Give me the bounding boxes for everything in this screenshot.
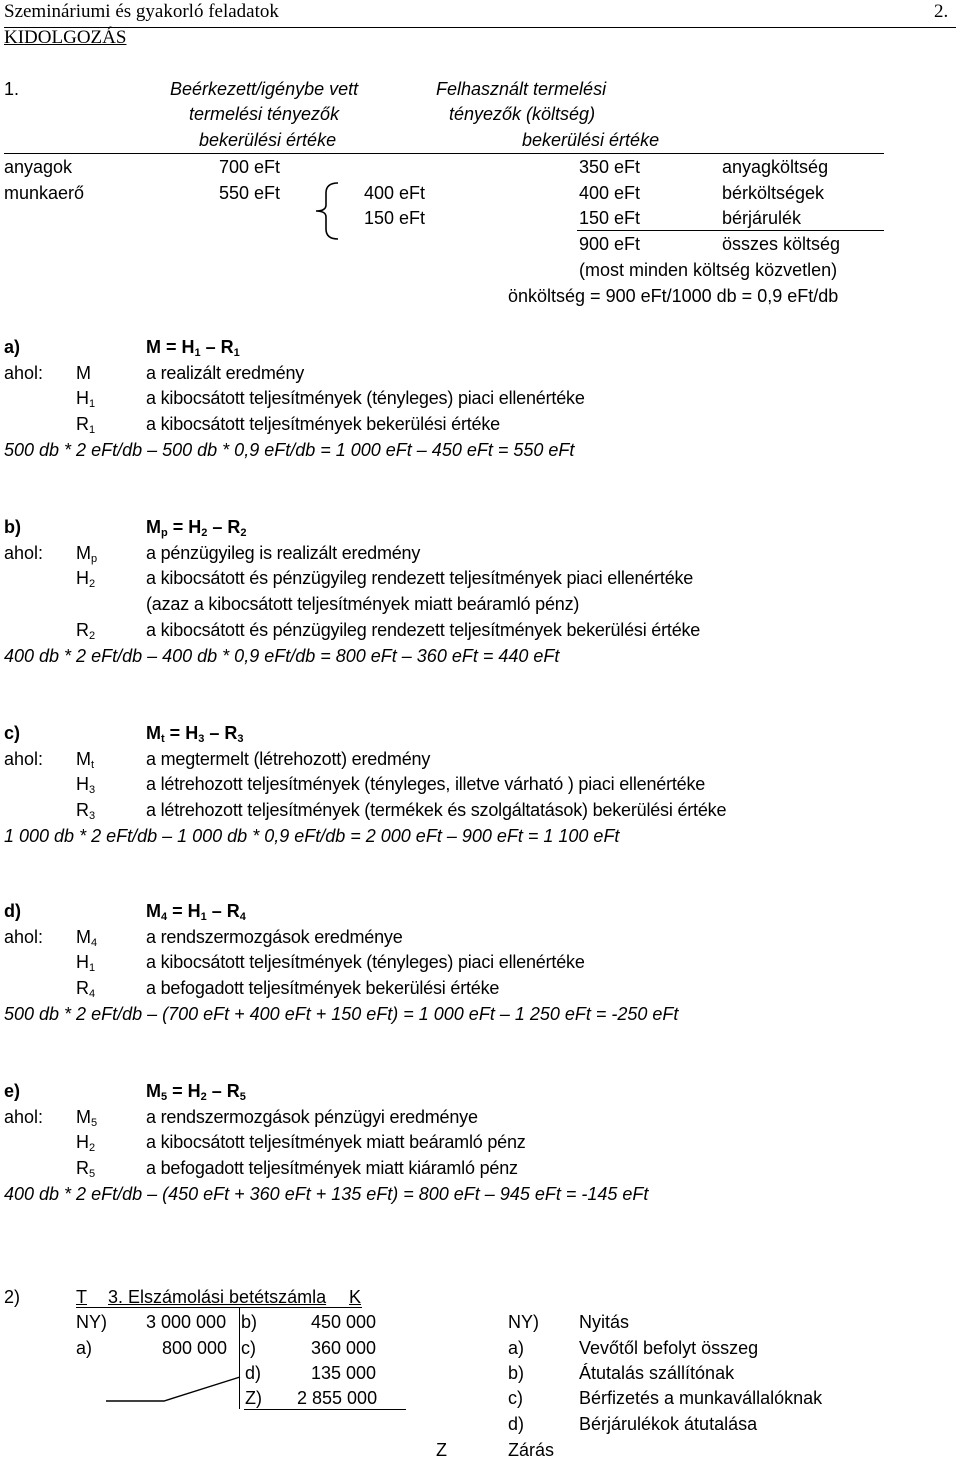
definition-symbol xyxy=(76,543,97,563)
definition-symbol xyxy=(76,568,96,591)
col-out-header-2: tényezők (költség) xyxy=(449,104,596,124)
formula-result: M xyxy=(146,723,161,743)
symbol-subscript: 5 xyxy=(91,1116,98,1129)
section-calculation: 500 db * 2 eFt/db – (700 eFt + 400 eFt + 150 eFt) = 1 000 eFt – 1 250 eFt = -250 eFt xyxy=(4,1003,679,1024)
formula-result-sub: p xyxy=(161,527,168,539)
header-subtitle: KIDOLGOZÁS xyxy=(4,27,127,48)
row-label: munkaerő xyxy=(4,183,85,203)
section-calculation: 400 db * 2 eFt/db – (450 eFt + 360 eFt + 135 eFt) = 800 eFt – 945 eFt = -145 eFt xyxy=(4,1183,649,1204)
credit-entry-label: c) xyxy=(241,1338,256,1358)
header-rule xyxy=(4,27,956,28)
formula-cost-sub: 5 xyxy=(239,1091,246,1103)
formula-result: M xyxy=(146,901,161,921)
symbol-letter: R xyxy=(76,800,89,821)
symbol-letter: H xyxy=(76,774,89,795)
header-title: Szemináriumi és gyakorló feladatok xyxy=(4,1,279,22)
definition-text: a kibocsátott teljesítmények (tényleges) piaci ellenértéke xyxy=(146,952,585,973)
formula-revenue-sub: 2 xyxy=(200,1091,207,1103)
legend-code: b) xyxy=(508,1363,525,1383)
formula-cost-sub: 2 xyxy=(240,527,247,539)
definition-text: a kibocsátott teljesítmények miatt beáramló pénz xyxy=(146,1132,526,1153)
legend-code: d) xyxy=(508,1414,525,1434)
definition-symbol xyxy=(76,927,97,947)
credit-entry-label: Z) xyxy=(245,1388,262,1408)
definition-symbol xyxy=(76,1107,97,1127)
header-page-number: 2. xyxy=(934,1,949,22)
section-calculation: 1 000 db * 2 eFt/db – 1 000 db * 0,9 eFt/db = 2 000 eFt – 900 eFt = 1 100 eFt xyxy=(4,825,620,846)
row-split-value: 150 eFt xyxy=(364,208,426,228)
formula-result: M xyxy=(146,337,161,357)
legend-code: c) xyxy=(508,1388,523,1408)
legend-code: NY) xyxy=(508,1312,539,1332)
symbol-subscript: 4 xyxy=(91,936,98,949)
formula-cost: R xyxy=(227,517,241,537)
table-header-rule xyxy=(4,153,884,154)
debit-entry-value: 800 000 xyxy=(162,1338,228,1358)
formula-cost: R xyxy=(226,1081,240,1101)
col-in-header-3: bekerülési értéke xyxy=(199,130,337,150)
credit-entry-value: 450 000 xyxy=(311,1312,377,1332)
symbol-letter: H xyxy=(76,1132,89,1153)
formula-result-sub: t xyxy=(161,733,165,745)
formula-result: M xyxy=(146,517,161,537)
definition-symbol xyxy=(76,749,94,769)
definition-symbol xyxy=(76,388,96,411)
formula-cost-sub: 3 xyxy=(237,733,244,745)
definition-symbol xyxy=(76,363,91,383)
definition-text: a kibocsátott és pénzügyileg rendezett teljesítmények piaci ellenértéke xyxy=(146,568,694,589)
definition-symbol xyxy=(76,952,96,975)
definition-text: (azaz a kibocsátott teljesítmények miatt beáramló pénz) xyxy=(146,594,580,615)
formula-revenue: H xyxy=(187,1081,201,1101)
legend-text: Átutalás szállítónak xyxy=(579,1363,735,1383)
section-formula: $M_p = H_2 - R_2$ xyxy=(146,517,247,539)
credit-entry-value: 135 000 xyxy=(311,1363,377,1383)
row-label: anyagok xyxy=(4,157,73,177)
symbol-letter: R xyxy=(76,619,89,640)
symbol-letter: M xyxy=(76,362,91,383)
definition-text: a rendszermozgások eredménye xyxy=(146,926,403,947)
task2-number: 2) xyxy=(4,1287,21,1307)
formula-revenue-sub: 2 xyxy=(201,527,208,539)
ahol-label: ahol: xyxy=(4,748,44,769)
row-cost-type: bérjárulék xyxy=(722,208,802,228)
col-out-header-3: bekerülési értéke xyxy=(522,130,660,150)
definition-symbol xyxy=(76,1158,96,1181)
row-out-value: 400 eFt xyxy=(579,183,641,203)
formula-revenue: H xyxy=(185,723,199,743)
row-out-value: 150 eFt xyxy=(579,208,641,228)
total-value: 900 eFt xyxy=(579,234,641,254)
symbol-letter: R xyxy=(76,978,89,999)
section-label: d) xyxy=(4,901,21,921)
definition-symbol xyxy=(76,800,96,823)
ahol-label: ahol: xyxy=(4,542,44,563)
legend-text: Bérjárulékok átutalása xyxy=(579,1414,758,1434)
t-account-debit-marker: T xyxy=(76,1287,87,1307)
symbol-subscript: 2 xyxy=(89,578,96,591)
symbol-letter: H xyxy=(76,952,89,973)
col-in-header-1: Beérkezett/igénybe vett xyxy=(170,79,359,99)
formula-revenue-sub: 1 xyxy=(194,347,201,359)
formula-cost: R xyxy=(226,901,240,921)
formula-revenue: H xyxy=(187,901,201,921)
section-formula: $M_5 = H_2 - R_5$ xyxy=(146,1081,246,1103)
t-account-closing-rule xyxy=(244,1409,406,1410)
symbol-letter: R xyxy=(76,414,89,435)
symbol-letter: R xyxy=(76,1158,89,1179)
symbol-subscript: 3 xyxy=(89,784,96,797)
ahol-label: ahol: xyxy=(4,1106,44,1127)
credit-entry-value: 2 855 000 xyxy=(297,1388,378,1408)
symbol-subscript: 1 xyxy=(89,962,96,975)
task1-number: 1. xyxy=(4,79,20,99)
formula-revenue: H xyxy=(181,337,195,357)
debit-entry-label: a) xyxy=(76,1338,93,1358)
definition-text: a kibocsátott és pénzügyileg rendezett teljesítmények bekerülési értéke xyxy=(146,619,701,640)
formula-cost: R xyxy=(224,723,238,743)
definition-symbol xyxy=(76,1132,96,1155)
formula-result: M xyxy=(146,1081,161,1101)
symbol-subscript: p xyxy=(91,552,98,565)
legend-text: Vevőtől befolyt összeg xyxy=(579,1338,759,1358)
section-formula: $M_4 = H_1 - R_4$ xyxy=(146,901,246,923)
credit-entry-label: d) xyxy=(245,1363,262,1383)
row-out-value: 350 eFt xyxy=(579,157,641,177)
ahol-label: ahol: xyxy=(4,362,44,383)
formula-revenue-sub: 3 xyxy=(198,733,205,745)
symbol-letter: H xyxy=(76,568,89,589)
formula-revenue-sub: 1 xyxy=(200,911,207,923)
symbol-letter: M xyxy=(76,926,91,947)
symbol-subscript: 2 xyxy=(89,1142,96,1155)
t-account-title: 3. Elszámolási betétszámla xyxy=(108,1287,327,1307)
t-account-credit-marker: K xyxy=(349,1287,362,1307)
unit-cost: önköltség = 900 eFt/1000 db = 0,9 eFt/db xyxy=(508,286,839,306)
formula-cost-sub: 4 xyxy=(239,911,246,923)
definition-symbol xyxy=(76,414,96,437)
formula-cost-sub: 1 xyxy=(233,347,240,359)
legend-text: Bérfizetés a munkavállalóknak xyxy=(579,1388,823,1408)
definition-text: a befogadott teljesítmények miatt kiáramló pénz xyxy=(146,1158,518,1179)
definition-text: a létrehozott teljesítmények (tényleges, illetve várható ) piaci ellenértéke xyxy=(146,774,706,795)
legend-code: a) xyxy=(508,1338,525,1358)
symbol-subscript: 5 xyxy=(89,1168,96,1181)
section-formula: $M = H_1 - R_1$ xyxy=(146,337,240,359)
legend-text: Zárás xyxy=(508,1440,555,1460)
row-in-value: 700 eFt xyxy=(219,157,281,177)
formula-result-sub: 4 xyxy=(161,911,168,923)
credit-entry-value: 360 000 xyxy=(311,1338,377,1358)
definition-symbol xyxy=(76,978,96,1001)
total-note: (most minden költség közvetlen) xyxy=(579,260,838,280)
section-label: c) xyxy=(4,723,21,743)
section-label: b) xyxy=(4,517,21,537)
symbol-letter: H xyxy=(76,388,89,409)
formula-cost: R xyxy=(220,337,234,357)
section-calculation: 500 db * 2 eFt/db – 500 db * 0,9 eFt/db = 1 000 eFt – 450 eFt = 550 eFt xyxy=(4,439,575,460)
definition-symbol xyxy=(76,774,96,797)
legend-text: Nyitás xyxy=(579,1312,630,1332)
symbol-subscript: 1 xyxy=(89,424,96,437)
definition-text: a létrehozott teljesítmények (termékek és szolgáltatások) bekerülési értéke xyxy=(146,800,727,821)
symbol-subscript: 3 xyxy=(89,810,96,823)
section-formula: $M_t = H_3 - R_3$ xyxy=(146,723,244,745)
formula-revenue: H xyxy=(188,517,202,537)
debit-entry-label: NY) xyxy=(76,1312,107,1332)
curly-brace-icon xyxy=(310,181,340,241)
closing-line xyxy=(106,1375,246,1405)
section-label: a) xyxy=(4,337,21,357)
symbol-subscript: 1 xyxy=(89,398,96,411)
symbol-subscript: 4 xyxy=(89,988,96,1001)
t-account-top-rule xyxy=(76,1307,362,1308)
row-cost-type: anyagköltség xyxy=(722,157,829,177)
section-label: e) xyxy=(4,1081,21,1101)
total-label: összes költség xyxy=(722,234,841,254)
col-out-header-1: Felhasznált termelési xyxy=(436,79,607,99)
row-in-value: 550 eFt xyxy=(219,183,281,203)
symbol-letter: M xyxy=(76,542,91,563)
row-split-value: 400 eFt xyxy=(364,183,426,203)
row-cost-type: bérköltségek xyxy=(722,183,825,203)
definition-text: a realizált eredmény xyxy=(146,362,305,383)
symbol-letter: M xyxy=(76,1106,91,1127)
definition-text: a megtermelt (létrehozott) eredmény xyxy=(146,748,431,769)
debit-entry-value: 3 000 000 xyxy=(146,1312,227,1332)
section-calculation: 400 db * 2 eFt/db – 400 db * 0,9 eFt/db = 800 eFt – 360 eFt = 440 eFt xyxy=(4,645,560,666)
symbol-subscript: 2 xyxy=(89,629,96,642)
legend-code: Z xyxy=(436,1440,447,1460)
definition-text: a pénzügyileg is realizált eredmény xyxy=(146,542,421,563)
col-in-header-2: termelési tényezők xyxy=(189,104,340,124)
formula-result-sub: 5 xyxy=(161,1091,168,1103)
credit-entry-label: b) xyxy=(241,1312,258,1332)
definition-text: a kibocsátott teljesítmények (tényleges) piaci ellenértéke xyxy=(146,388,585,409)
total-rule xyxy=(577,230,884,231)
definition-text: a rendszermozgások pénzügyi eredménye xyxy=(146,1106,478,1127)
ahol-label: ahol: xyxy=(4,926,44,947)
definition-text: a kibocsátott teljesítmények bekerülési értéke xyxy=(146,414,500,435)
symbol-letter: M xyxy=(76,748,91,769)
definition-symbol xyxy=(76,620,95,640)
symbol-subscript: t xyxy=(91,758,95,771)
definition-text: a befogadott teljesítmények bekerülési értéke xyxy=(146,978,500,999)
